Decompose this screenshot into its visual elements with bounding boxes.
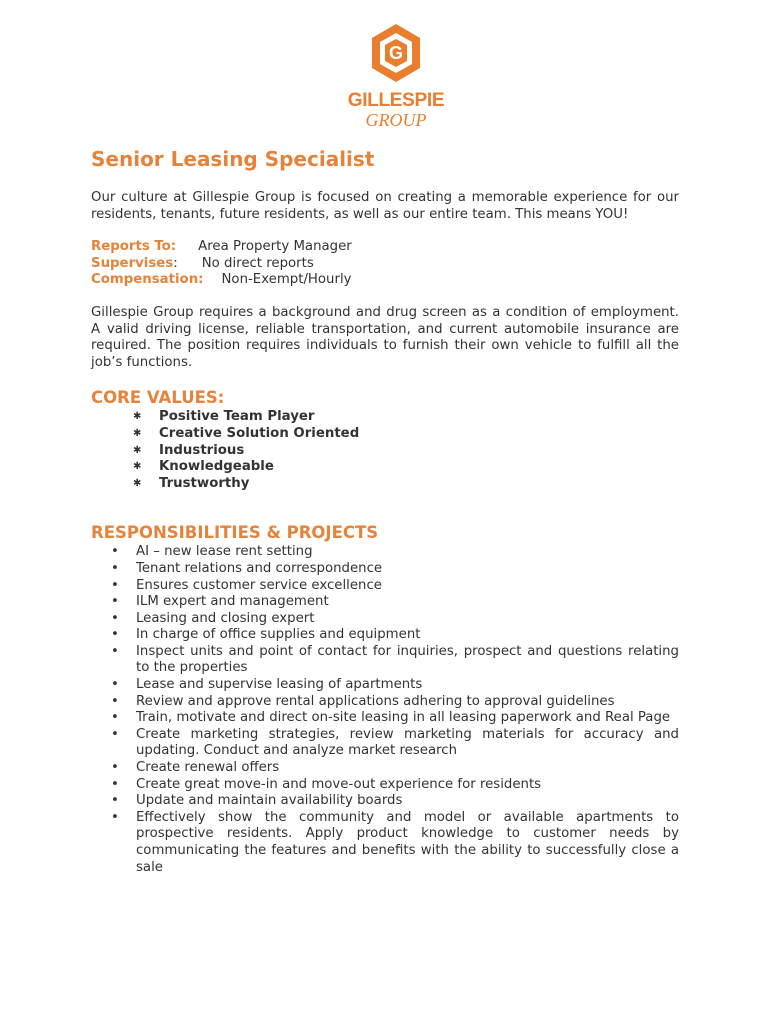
bullet-icon: ✱	[133, 461, 142, 473]
bullet-icon: •	[111, 677, 119, 693]
list-item: ✱ Industrious	[133, 442, 245, 458]
position-info	[91, 239, 679, 289]
job-description	[91, 146, 679, 876]
hexagon-g-logo-icon	[370, 22, 422, 84]
list-item: • ILM expert and management	[111, 594, 329, 610]
reports-to-row	[91, 239, 679, 256]
core-values-list	[91, 409, 679, 492]
list-item: • Create marketing strategies, review marketing materials for accuracy and updating. Conduct and analyze market research	[111, 726, 679, 759]
bullet-icon: •	[111, 809, 119, 825]
compensation-row	[91, 272, 679, 289]
intro-paragraph: Our culture at Gillespie Group is focused on creating a memorable experience for our residents, tenants, future residents, as well as our entire team. This means YOU!	[91, 190, 679, 222]
bullet-icon: •	[111, 627, 119, 643]
list-item: ✱ Trustworthy	[133, 475, 250, 491]
list-item: • In charge of office supplies and equipment	[111, 627, 421, 643]
bullet-icon: •	[111, 594, 119, 610]
list-item: • Inspect units and point of contact for inquiries, prospect and questions relating to the properties	[111, 643, 679, 676]
reports-to-value: Area Property Manager	[198, 239, 352, 255]
gillespie-group-logo	[340, 22, 452, 130]
list-item: • Review and approve rental applications adhering to approval guidelines	[111, 693, 615, 709]
bullet-icon: •	[111, 760, 119, 776]
list-item: ✱ Knowledgeable	[133, 459, 274, 475]
page-title: Senior Leasing Specialist	[91, 147, 375, 171]
list-item: • Create great move-in and move-out experience for residents	[111, 776, 542, 792]
responsibilities-list	[91, 544, 679, 876]
reports-to-label: Reports To:	[91, 239, 177, 255]
bullet-icon: •	[111, 560, 119, 576]
bullet-icon: ✱	[133, 444, 142, 456]
list-item: • Create renewal offers	[111, 760, 280, 776]
list-item: • Lease and supervise leasing of apartments	[111, 677, 423, 693]
core-values-heading: CORE VALUES:	[91, 388, 225, 408]
supervises-label: Supervises	[91, 255, 174, 271]
list-item: • Ensures customer service excellence	[111, 577, 382, 593]
supervises-value: No direct reports	[201, 255, 314, 271]
list-item: • Effectively show the community and model or available apartments to prospective residents. Apply product knowledge to customer needs by communicating the features and benefits with the ability to successfully close a sale	[111, 809, 679, 875]
bullet-icon: ✱	[133, 427, 142, 439]
logo-brand-name: GILLESPIE	[347, 90, 445, 111]
bullet-icon: •	[111, 726, 119, 742]
requirements-paragraph: Gillespie Group requires a background and drug screen as a condition of employment. A valid driving license, reliable transportation, and current automobile insurance are required. The position requires individuals to furnish their own vehicle to fulfill all the job’s functions.	[91, 304, 679, 370]
bullet-icon: •	[111, 643, 119, 659]
logo-brand-subtitle: GROUP	[365, 110, 427, 130]
bullet-icon: •	[111, 776, 119, 792]
list-item: • Tenant relations and correspondence	[111, 560, 383, 576]
responsibilities-heading: RESPONSIBILITIES & PROJECTS	[91, 523, 379, 543]
supervises-row	[91, 256, 679, 273]
compensation-value: Non-Exempt/Hourly	[221, 272, 352, 288]
list-item: • Leasing and closing expert	[111, 610, 315, 626]
supervises-colon: :	[173, 255, 178, 271]
bullet-icon: •	[111, 577, 119, 593]
bullet-icon: ✱	[133, 411, 142, 423]
bullet-icon: •	[111, 610, 119, 626]
svg-text:G: G	[388, 43, 404, 63]
bullet-icon: •	[111, 544, 119, 560]
list-item: ✱ Creative Solution Oriented	[133, 425, 360, 441]
list-item: • AI – new lease rent setting	[111, 544, 313, 560]
bullet-icon: •	[111, 710, 119, 726]
list-item: ✱ Positive Team Player	[133, 409, 315, 425]
bullet-icon: •	[111, 793, 119, 809]
bullet-icon: ✱	[133, 477, 142, 489]
list-item: • Train, motivate and direct on-site leasing in all leasing paperwork and Real Page	[111, 710, 671, 726]
bullet-icon: •	[111, 693, 119, 709]
list-item: • Update and maintain availability boards	[111, 793, 403, 809]
compensation-label: Compensation:	[91, 272, 204, 288]
